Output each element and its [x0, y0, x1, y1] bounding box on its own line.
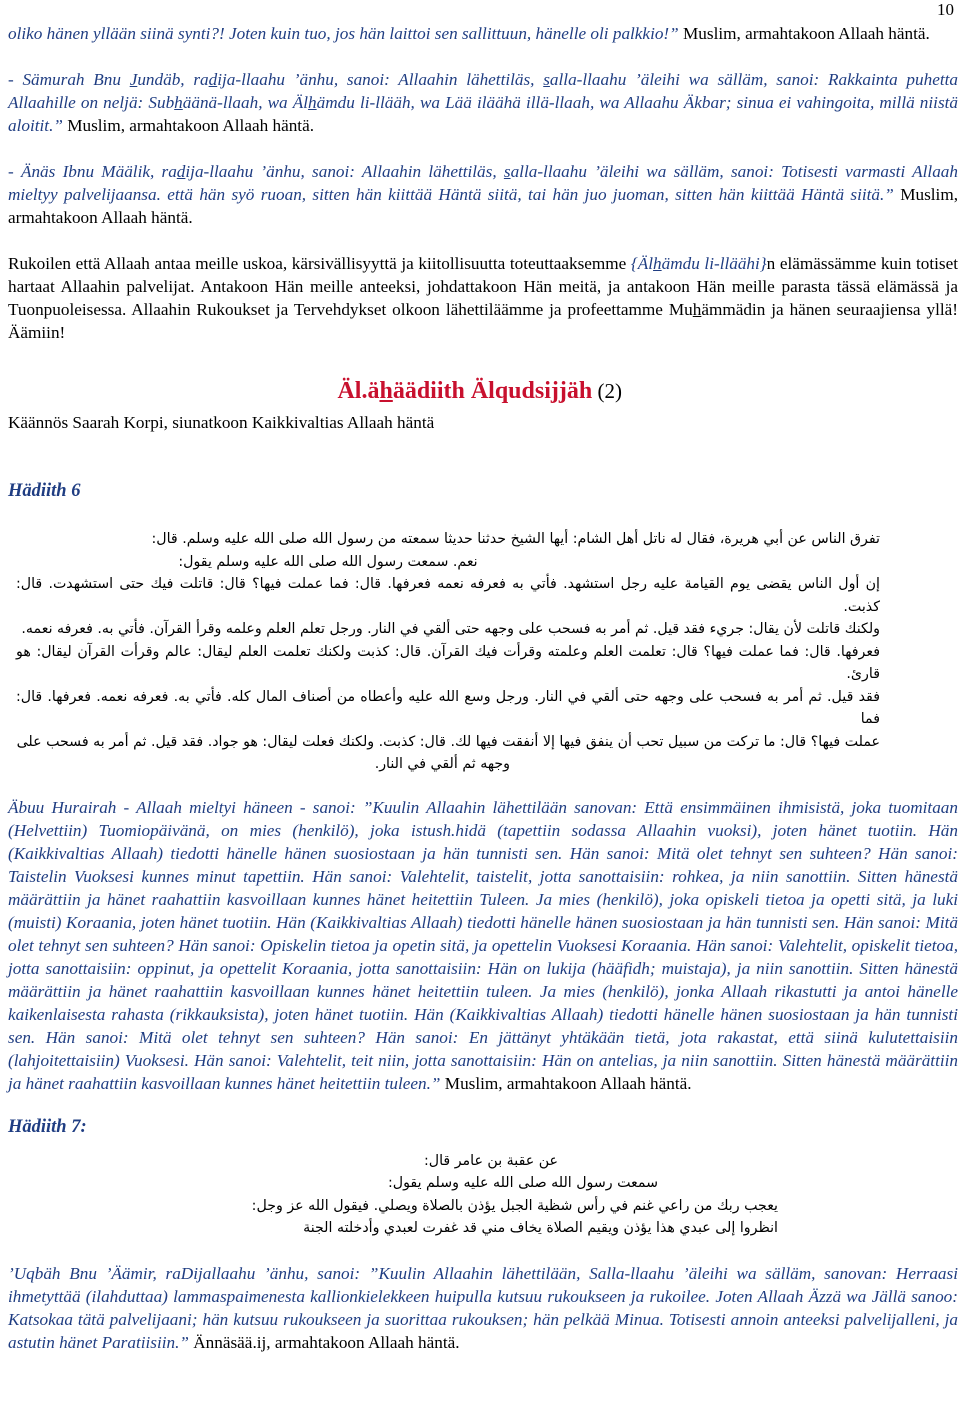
- arabic-line: وجهه ثم ألقي في النار.: [374, 756, 510, 772]
- hadith-7-translation: ’Uqbäh Bnu ’Äämir, raDijallaahu ’änhu, sanoi: ”Kuulin Allaahin lähettilään, Salla-llaahu ’äleihi wa sälläm, sanovan: Herraasi ihmetyttää (ilahduttaa) lammaspaimenesta kallionkielekkeen huipulla kutsuu rukoukseen ja rukoilee. Joten Allaah Äzzä wa Jällä sanoo: Katsokaa tätä palvelijaani; hän kutsuu rukoukseen ja suorittaa rukouksen; hän pelkää Minua. Totisesti annoin anteeksi palvelijalleni, ja astutin hänet Paratiisiin.” Ännäsää.ij, armahtakoon Allaah häntä.: [8, 1263, 958, 1352]
- source-text: Muslim, armahtakoon Allaah häntä.: [440, 1073, 692, 1093]
- arabic-line: نعم. سمعت رسول الله صلى الله عليه وسلم يقول:: [178, 553, 478, 570]
- arabic-line: ولكنك قاتلت لأن يقال: جريء فقد قيل. ثم أمر به فسحب على وجهه حتى ألقي في النار. ورجل تعلم العلم وعلمه وقرأ القرآن. فأتي به. فعرفه نعمه.: [21, 621, 880, 637]
- hadith-7-arabic: [8, 1150, 958, 1240]
- supplication-paragraph: Rukoilen että Allaah antaa meille uskoa, kärsivällisyyttä ja kiitollisuutta toteuttaaksemme {Älhämdu li-lläähi}n elämässämme kuin totiset hartaat Allaahin palvelijat. Antakoon Hän meille anteeksi, johdattakoon Hän meitä, ja antakoon Hän meille parasta tässä elämässä ja Tuonpuoleisessa. Allaahin Rukoukset ja Tervehdykset olkoon lähettiläämme ja profeettamme Muhämmädin ja hänen seuraajiensa yllä! Äämiin!: [8, 254, 958, 342]
- hadith-anas: - Änäs Ibnu Määlik, radija-llaahu ’änhu, sanoi: Allaahin lähettiläs, salla-llaahu ’äleihi wa sälläm, sanoi: Totisesti varmasti Allaah mieltyy palvelijaansa. että hän syö ruoan, sitten hän kiittää Häntä siitä, tai hän juo juoman, sitten hän kiittää Häntä siitä.” Muslim, armahtakoon Allaah häntä.: [8, 162, 959, 227]
- page-number: 10: [937, 0, 954, 19]
- arabic-line: فقد قيل. ثم أمر به فسحب على وجهه حتى ألقي في النار. ورجل وسع الله عليه وأعطاه من أصناف المال كله. فأتي به. فعرفه نعمه. فعرفها. قال: فما: [16, 688, 880, 727]
- hadith-samurah: - Sämurah Bnu Jundäb, radija-llaahu ’änhu, sanoi: Allaahin lähettiläs, salla-llaahu ’äleihi wa sälläm, sanoi: Rakkainta puhetta Allaahille on neljä: Subhäänä-llaah, wa Älhämdu li-llääh, wa Lää iläähä illä-llaah, wa Allaahu Äkbar; sinua ei vahingoita, millä niistä aloitit.” Muslim, armahtakoon Allaah häntä.: [8, 70, 958, 135]
- translator-credit: Käännös Saarah Korpi, siunatkoon Kaikkivaltias Allaah häntä: [8, 413, 435, 432]
- arabic-line: إن أول الناس يقضى يوم القيامة عليه رجل استشهد. فأتي به فعرفه نعمه فعرفها. قال: فما عملت فيها؟ قال: قاتلت فيك حتى استشهدت. قال: كذبت.: [16, 576, 880, 615]
- source-text: Ännäsää.ij, armahtakoon Allaah häntä.: [188, 1332, 460, 1352]
- source-text: Muslim, armahtakoon Allaah häntä.: [8, 185, 959, 227]
- hadith-6-translation: Äbuu Hurairah - Allaah mieltyi häneen - sanoi: ”Kuulin Allaahin lähettilään sanovan: Että ensimmäinen ihmisistä, joka tuomitaan (Helvettiin) Tuomiopäivänä, on mies (henkilö), joka istush.hidä (tapettiin sodassa Allaahin vuoksi), joten hänet tuotiin. Hän (Kaikkivaltias Allaah) tiedotti hänelle hänen suosiostaan ja hän tunnisti sen. Hän sanoi: Mitä olet tehnyt sen suhteen? Hän sanoi: Taistelin Vuoksesi kunnes minut tapettiin. Hän sanoi: Valehtelit, taistelit, jotta sanottaisiin: rohkea, ja niin sanottiin. Sitten hänestä määrättiin ja hänet raahattiin kasvoillaan kunnes hänet heitettiin Tuleen. Ja mies (henkilö), joka opiskeli tietoa ja opetti sitä, ja luki (muisti) Koraania, joten hänet tuotiin. Hän (Kaikkivaltias Allaah) tiedotti hänelle hänen suosiostaan ja hän tunnisti sen. Hän sanoi: Mitä olet tehnyt sen suhteen? Hän sanoi: Opiskelin tietoa ja opetin sitä, ja opettelin Vuoksesi Koraania. Hän sanoi: Valehtelit, opiskelit tietoa, jotta sanottaisiin: oppinut, ja opettelit Koraania, jotta sanottaisiin: Hän on lukija (hääfidh; muistaja), ja niin sanottiin. Sitten hänestä määrättiin ja hänet raahattiin kasvoillaan kunnes hänet heitettiin tuleen. Ja mies (henkilö), jonka Allaah rikastutti ja antoi hänelle kaikenlaisesta rahasta (rikkauksista), joten hänet tuotiin. Hän (Kaikkivaltias Allaah) tiedotti hänelle hänen suosiostaan ja hän tunnisti sen. Hän sanoi: Mitä olet tehnyt sen suhteen? Hän sanoi: En jättänyt yhtäkään tietä, jota rakastat, että siinä kulutettaisiin (lahjoitettaisiin) Vuoksesi. Hän sanoi: Valehtelit, teit niin, jotta sanottaisiin: Hän on antelias, ja niin sanottiin. Sitten hänestä määrättiin ja hänet raahattiin kasvoillaan kunnes hänet heitettiin tuleen.” Muslim, armahtakoon Allaah häntä.: [8, 797, 958, 1093]
- arabic-line: يعجب ربك من راعي غنم في رأس شظية الجبل يؤذن بالصلاة ويصلي. فيقول الله عز وجل:: [251, 1197, 778, 1214]
- hadith-7-heading: Hädiith 7:: [8, 1116, 87, 1137]
- arabic-line: عن عقبة بن عامر قال:: [424, 1152, 558, 1169]
- source-text: Muslim, armahtakoon Allaah häntä.: [62, 116, 314, 135]
- section-title: Äl.ähäädiith Älqudsijjäh (2): [337, 378, 622, 404]
- hadith-6-arabic: [8, 528, 958, 776]
- arabic-line: تفرق الناس عن أبي هريرة، فقال له ناتل أهل الشام: أيها الشيخ حدثنا حديثا سمعته من رسول الله صلى الله عليه وسلم. قال:: [151, 531, 880, 547]
- document-page: [8, 0, 958, 1354]
- arabic-line: سمعت رسول الله صلى الله عليه وسلم يقول:: [388, 1175, 658, 1191]
- arabic-line: فعرفها. قال: فما عملت فيها؟ قال: تعلمت العلم وعلمته وقرأت فيك القرآن. قال: كذبت ولكنك تعلمت العلم ليقال: عالم وقرأت القرآن ليقال: هو قارئ.: [16, 643, 880, 682]
- paragraph-continuation: [8, 0, 958, 45]
- arabic-line: عملت فيها؟ قال: ما تركت من سبيل تحب أن ينفق فيها إلا أنفقت فيها لك. قال: كذبت. ولكنك فعلت ليقال: هو جواد. فقد قيل. ثم أمر به فسحب على: [16, 733, 880, 750]
- source-text: Muslim, armahtakoon Allaah häntä.: [678, 24, 930, 43]
- arabic-line: انظروا إلى عبدي هذا يؤذن ويقيم الصلاة يخاف مني قد غفرت لعبدي وأدخلته الجنة: [303, 1220, 778, 1236]
- quote-text: oliko hänen yllään siinä synti?! Joten kuin tuo, jos hän laittoi sen sallittuun, hänelle oli palkkio!”: [8, 24, 679, 43]
- hadith-6-heading: Hädiith 6: [8, 481, 81, 501]
